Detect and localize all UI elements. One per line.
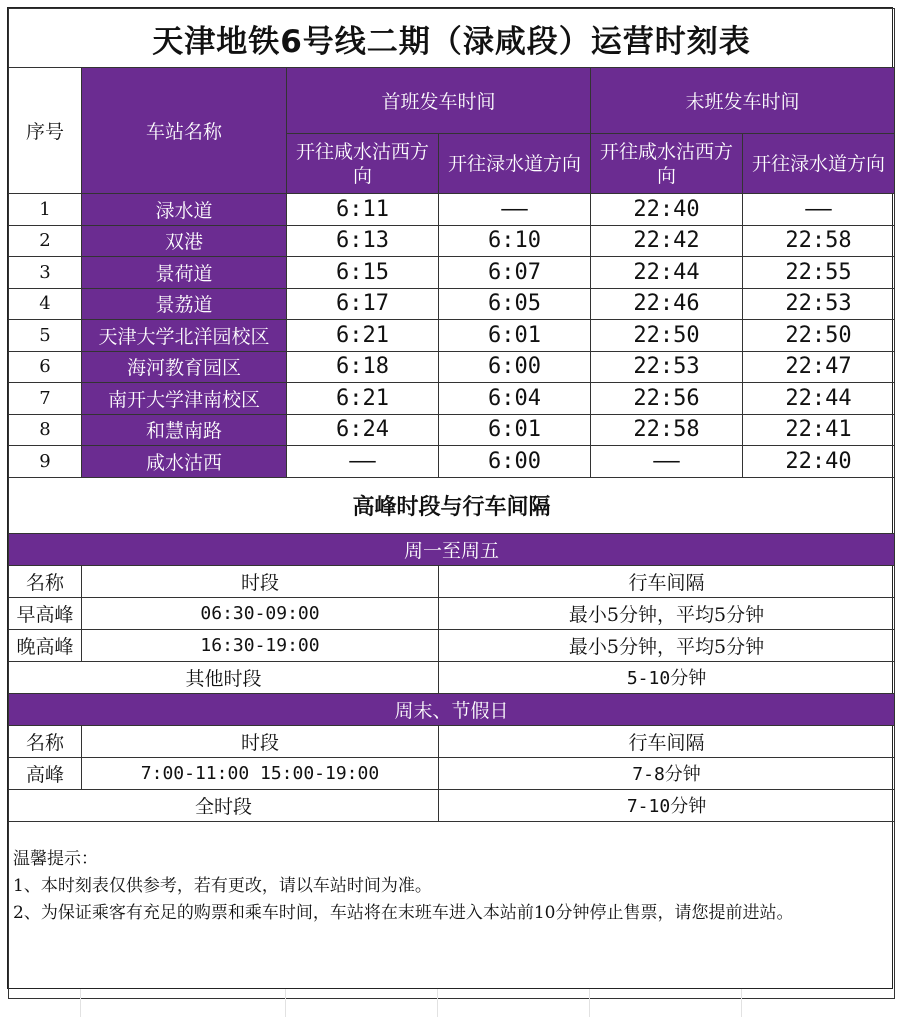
all-period-interval: 7-10分钟: [439, 789, 895, 821]
time-cell: 6:04: [439, 383, 591, 415]
tips-heading: 温馨提示：: [13, 848, 98, 869]
time-cell: 6:18: [287, 351, 439, 383]
table-row: [9, 789, 895, 821]
header-last-train: 末班发车时间: [591, 68, 895, 134]
seq-cell: 7: [9, 383, 82, 415]
time-cell: 22:58: [743, 225, 895, 257]
table-row: [9, 414, 895, 446]
weekend-band: 周末、节假日: [9, 693, 895, 725]
time-cell: 22:46: [591, 288, 743, 320]
timetable: [8, 8, 895, 999]
station-cell: 咸水沽西: [82, 446, 287, 478]
time-cell: 6:11: [287, 194, 439, 226]
peak-period-cell: 7:00-11:00 15:00-19:00: [82, 757, 439, 789]
time-cell: 6:21: [287, 320, 439, 352]
time-cell: 22:53: [743, 288, 895, 320]
peak-interval-cell: 7-8分钟: [439, 757, 895, 789]
peak-section-title: 高峰时段与行车间隔: [9, 477, 895, 533]
peak-name-cell: 晚高峰: [9, 629, 82, 661]
peak-interval-cell: 最小5分钟，平均5分钟: [439, 629, 895, 661]
other-period-label: 其他时段: [9, 661, 439, 693]
seq-cell: 9: [9, 446, 82, 478]
time-cell: ——: [743, 194, 895, 226]
seq-cell: 2: [9, 225, 82, 257]
time-cell: 22:44: [591, 257, 743, 289]
time-cell: 6:15: [287, 257, 439, 289]
time-cell: 22:55: [743, 257, 895, 289]
time-cell: 22:44: [743, 383, 895, 415]
seq-cell: 3: [9, 257, 82, 289]
time-cell: 22:41: [743, 414, 895, 446]
time-cell: 6:24: [287, 414, 439, 446]
table-row: [9, 351, 895, 383]
time-cell: 6:00: [439, 446, 591, 478]
time-cell: 22:58: [591, 414, 743, 446]
table-row: [9, 757, 895, 789]
table-row: [9, 320, 895, 352]
header-last-dir-xian: 开往咸水沽西方向: [591, 134, 743, 194]
station-cell: 渌水道: [82, 194, 287, 226]
time-cell: 6:00: [439, 351, 591, 383]
page-title: 天津地铁6号线二期（渌咸段）运营时刻表: [9, 9, 895, 68]
seq-cell: 4: [9, 288, 82, 320]
table-row: [9, 225, 895, 257]
time-cell: 6:17: [287, 288, 439, 320]
time-cell: 22:47: [743, 351, 895, 383]
header-first-dir-lu: 开往渌水道方向: [439, 134, 591, 194]
header-first-train: 首班发车时间: [287, 68, 591, 134]
table-row: [9, 257, 895, 289]
time-cell: 6:07: [439, 257, 591, 289]
table-row: [9, 661, 895, 693]
peak-name-cell: 高峰: [9, 757, 82, 789]
header-station: 车站名称: [82, 68, 287, 194]
time-cell: 6:01: [439, 320, 591, 352]
seq-cell: 5: [9, 320, 82, 352]
station-cell: 和慧南路: [82, 414, 287, 446]
table-row: [9, 288, 895, 320]
time-cell: 22:53: [591, 351, 743, 383]
table-row: [9, 597, 895, 629]
time-cell: 22:40: [591, 194, 743, 226]
seq-cell: 8: [9, 414, 82, 446]
sheet-gridlines: [7, 989, 893, 1017]
time-cell: 22:40: [743, 446, 895, 478]
station-cell: 景荔道: [82, 288, 287, 320]
station-cell: 海河教育园区: [82, 351, 287, 383]
weekday-band: 周一至周五: [9, 533, 895, 565]
col-name-header: 名称: [9, 725, 82, 757]
tips-line-1: 1、本时刻表仅供参考，若有更改，请以车站时间为准。: [13, 875, 432, 896]
seq-cell: 1: [9, 194, 82, 226]
station-cell: 南开大学津南校区: [82, 383, 287, 415]
other-period-interval: 5-10分钟: [439, 661, 895, 693]
peak-period-cell: 06:30-09:00: [82, 597, 439, 629]
time-cell: 6:10: [439, 225, 591, 257]
header-last-dir-lu: 开往渌水道方向: [743, 134, 895, 194]
time-cell: ——: [439, 194, 591, 226]
table-row: [9, 629, 895, 661]
peak-interval-cell: 最小5分钟，平均5分钟: [439, 597, 895, 629]
table-row: [9, 383, 895, 415]
col-interval-header: 行车间隔: [439, 725, 895, 757]
timetable-sheet: [7, 7, 893, 989]
all-period-label: 全时段: [9, 789, 439, 821]
time-cell: 6:05: [439, 288, 591, 320]
tips-box: [9, 821, 895, 998]
time-cell: 22:50: [591, 320, 743, 352]
seq-cell: 6: [9, 351, 82, 383]
time-cell: 22:42: [591, 225, 743, 257]
col-period-header: 时段: [82, 725, 439, 757]
peak-name-cell: 早高峰: [9, 597, 82, 629]
time-cell: 22:50: [743, 320, 895, 352]
col-interval-header: 行车间隔: [439, 565, 895, 597]
time-cell: 6:21: [287, 383, 439, 415]
table-row: [9, 446, 895, 478]
header-seq: 序号: [9, 68, 82, 194]
time-cell: 22:56: [591, 383, 743, 415]
col-name-header: 名称: [9, 565, 82, 597]
time-cell: 6:01: [439, 414, 591, 446]
peak-period-cell: 16:30-19:00: [82, 629, 439, 661]
time-cell: ——: [287, 446, 439, 478]
header-first-dir-xian: 开往咸水沽西方向: [287, 134, 439, 194]
col-period-header: 时段: [82, 565, 439, 597]
station-cell: 天津大学北洋园校区: [82, 320, 287, 352]
station-cell: 景荷道: [82, 257, 287, 289]
time-cell: 6:13: [287, 225, 439, 257]
table-row: [9, 194, 895, 226]
station-cell: 双港: [82, 225, 287, 257]
tips-line-2: 2、为保证乘客有充足的购票和乘车时间，车站将在末班车进入本站前10分钟停止售票，请您提前进站。: [13, 902, 794, 923]
time-cell: ——: [591, 446, 743, 478]
